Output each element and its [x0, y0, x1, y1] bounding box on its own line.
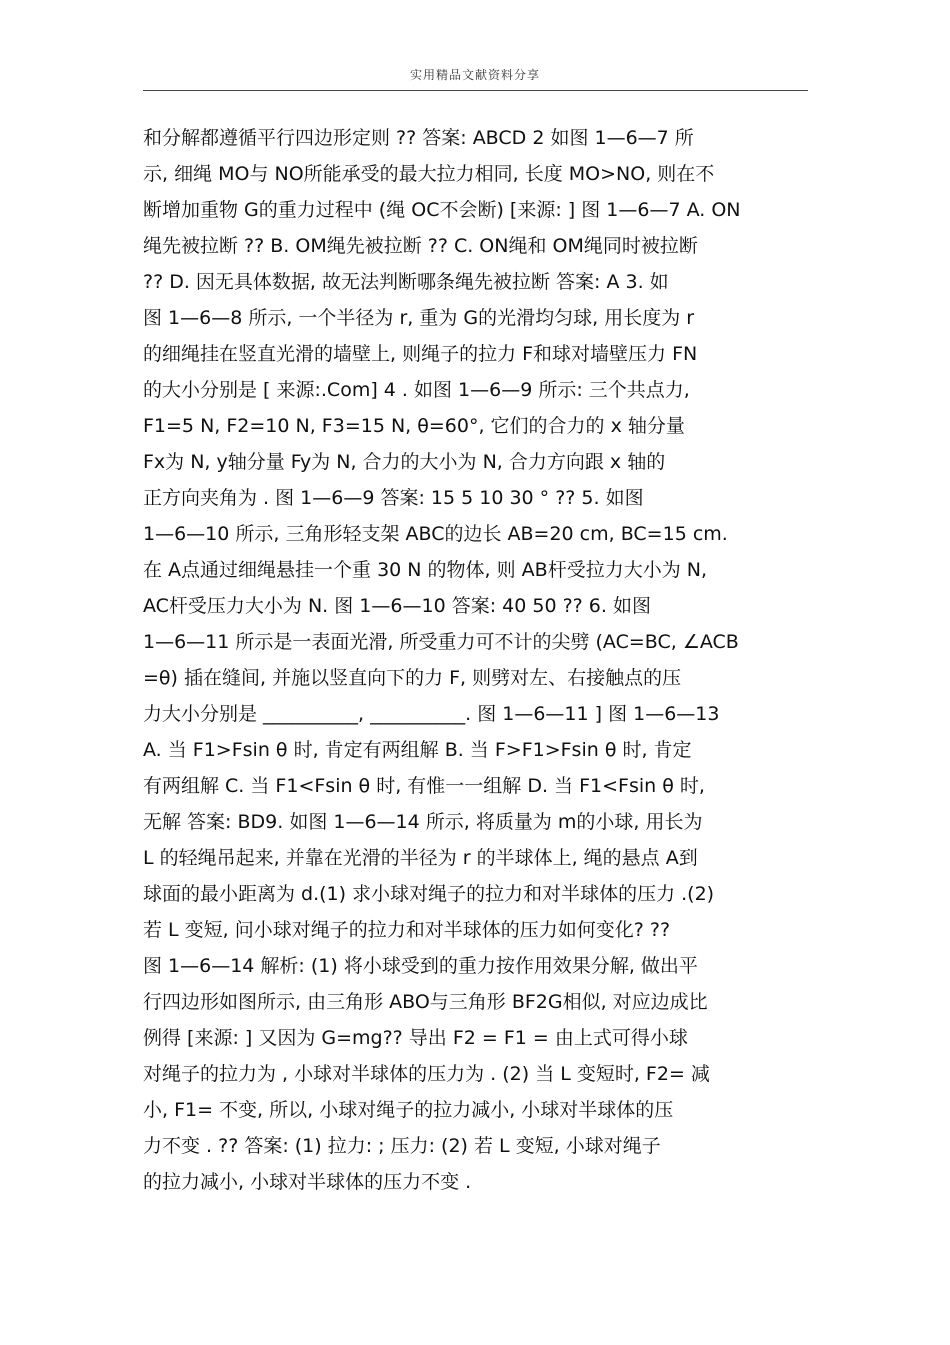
- text-line: 无解 答案: BD9. 如图 1—6—14 所示, 将质量为 m的小球, 用长为: [143, 811, 703, 833]
- text-line: 的拉力减小, 小球对半球体的压力不变 .: [143, 1171, 472, 1193]
- text-line: 球面的最小距离为 d.(1) 求小球对绳子的拉力和对半球体的压力 .(2): [143, 883, 715, 905]
- text-line: AC杆受压力大小为 N. 图 1—6—10 答案: 40 50 ?? 6. 如图: [143, 595, 651, 617]
- text-line: 在 A点通过细绳悬挂一个重 30 N 的物体, 则 AB杆受拉力大小为 N,: [143, 559, 707, 581]
- text-line: Fx为 N, y轴分量 Fy为 N, 合力的大小为 N, 合力方向跟 x 轴的: [143, 451, 666, 473]
- text-line: 对绳子的拉力为 , 小球对半球体的压力为 . (2) 当 L 变短时, F2= 减: [143, 1063, 710, 1085]
- text-line: 图 1—6—14 解析: (1) 将小球受到的重力按作用效果分解, 做出平: [143, 955, 698, 977]
- text-line: 示, 细绳 MO与 NO所能承受的最大拉力相同, 长度 MO>NO, 则在不: [143, 163, 715, 185]
- text-line: 绳先被拉断 ?? B. OM绳先被拉断 ?? C. ON绳和 OM绳同时被拉断: [143, 235, 698, 257]
- text-line: 正方向夹角为 . 图 1—6—9 答案: 15 5 10 30 ° ?? 5. 如图: [143, 487, 644, 509]
- text-line: 行四边形如图所示, 由三角形 ABO与三角形 BF2G相似, 对应边成比: [143, 991, 708, 1013]
- page-header-title: 实用精品文献资料分享: [409, 68, 540, 82]
- text-line: 若 L 变短, 问小球对绳子的拉力和对半球体的压力如何变化? ??: [143, 919, 671, 941]
- text-line: 1—6—11 所示是一表面光滑, 所受重力可不计的尖劈 (AC=BC, ∠ACB: [143, 631, 739, 653]
- text-line: 小, F1= 不变, 所以, 小球对绳子的拉力减小, 小球对半球体的压: [143, 1099, 674, 1121]
- text-line: 的细绳挂在竖直光滑的墙壁上, 则绳子的拉力 F和球对墙壁压力 FN: [143, 343, 698, 365]
- text-line: 力不变 . ?? 答案: (1) 拉力: ; 压力: (2) 若 L 变短, 小球对绳子: [143, 1135, 661, 1157]
- text-line: 例得 [来源: ] 又因为 G=mg?? 导出 F2 = F1 = 由上式可得小球: [143, 1027, 688, 1049]
- text-line: 有两组解 C. 当 F1<Fsin θ 时, 有惟一一组解 D. 当 F1<Fsin θ 时,: [143, 775, 705, 797]
- text-line: 力大小分别是 __________, __________. 图 1—6—11 ] 图 1—6—13: [143, 703, 720, 725]
- text-line: 和分解都遵循平行四边形定则 ?? 答案: ABCD 2 如图 1—6—7 所: [143, 127, 694, 149]
- text-line: ?? D. 因无具体数据, 故无法判断哪条绳先被拉断 答案: A 3. 如: [143, 271, 669, 293]
- text-line: F1=5 N, F2=10 N, F3=15 N, θ=60°, 它们的合力的 x 轴分量: [143, 415, 685, 437]
- text-line: 图 1—6—8 所示, 一个半径为 r, 重为 G的光滑均匀球, 用长度为 r: [143, 307, 695, 329]
- document-body: [143, 120, 823, 1200]
- header-divider: [143, 90, 808, 91]
- text-line: 1—6—10 所示, 三角形轻支架 ABC的边长 AB=20 cm, BC=15 cm.: [143, 523, 728, 545]
- text-line: 断增加重物 G的重力过程中 (绳 OC不会断) [来源: ] 图 1—6—7 A. ON: [143, 199, 741, 221]
- text-line: A. 当 F1>Fsin θ 时, 肯定有两组解 B. 当 F>F1>Fsin θ 时, 肯定: [143, 739, 692, 761]
- text-line: 的大小分别是 [ 来源:.Com] 4 . 如图 1—6—9 所示: 三个共点力,: [143, 379, 690, 401]
- text-line: L 的轻绳吊起来, 并靠在光滑的半径为 r 的半球体上, 绳的悬点 A到: [143, 847, 698, 869]
- text-line: =θ) 插在缝间, 并施以竖直向下的力 F, 则劈对左、右接触点的压: [143, 667, 682, 689]
